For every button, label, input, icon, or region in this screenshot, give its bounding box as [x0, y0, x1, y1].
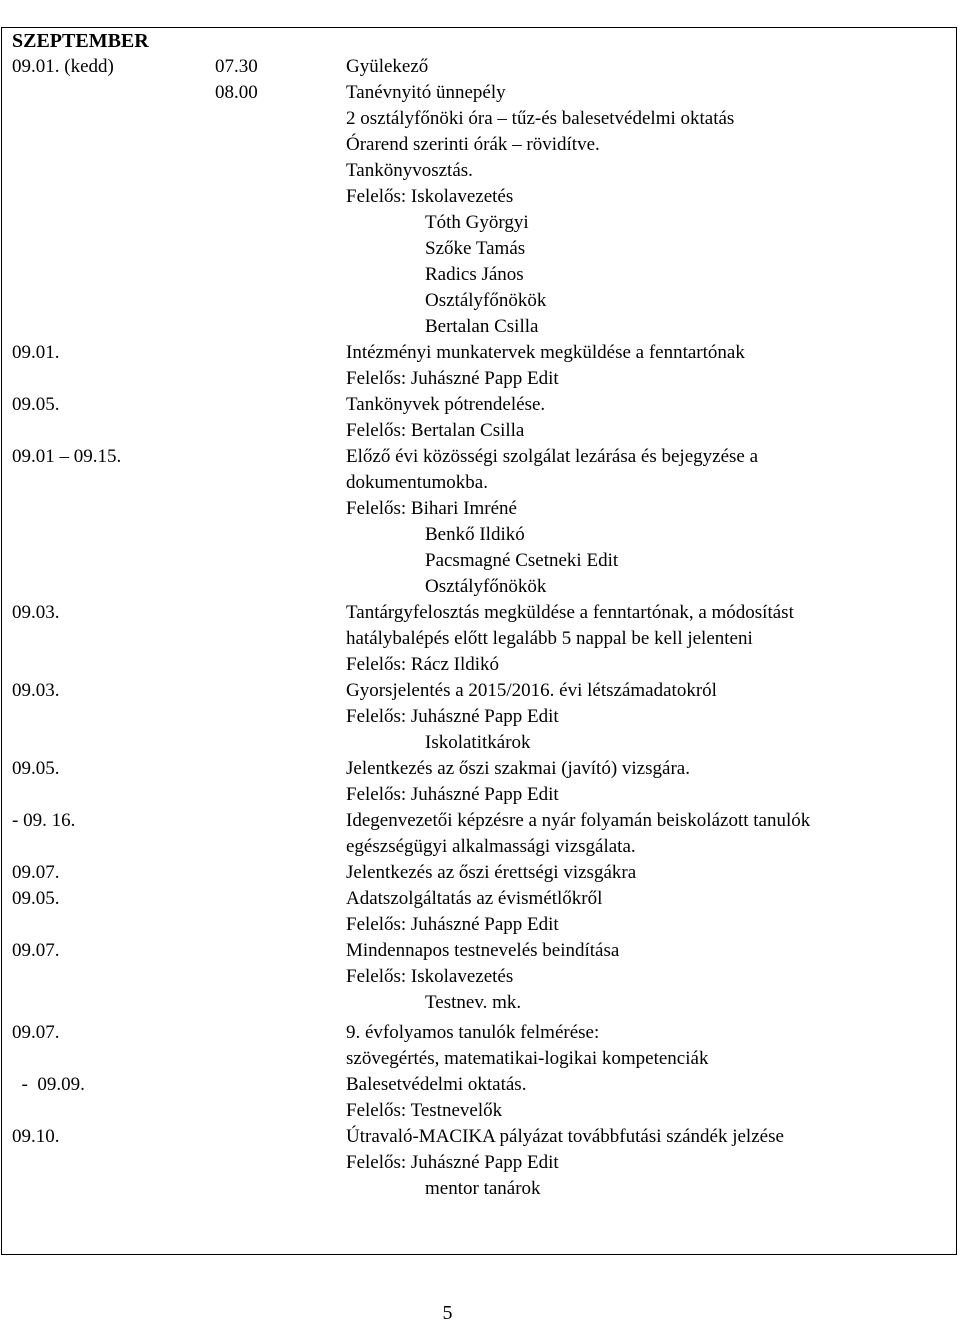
content-line: Testnev. mk.: [425, 992, 522, 1013]
row-content: [346, 444, 946, 600]
row-date: 09.10.: [12, 1126, 60, 1147]
content-line: Mindennapos testnevelés beindítása: [346, 940, 620, 961]
content-line: Radics János: [425, 264, 524, 285]
content-line: hatálybalépés előtt legalább 5 nappal be kell jelenteni: [346, 628, 753, 649]
content-line: mentor tanárok: [425, 1178, 541, 1199]
row-date: 09.05.: [12, 758, 60, 779]
time-line: 07.30: [215, 56, 258, 77]
month-heading: SZEPTEMBER: [12, 30, 149, 52]
content-line: Felelős: Bertalan Csilla: [346, 420, 525, 441]
content-line: Jelentkezés az őszi érettségi vizsgákra: [346, 862, 637, 883]
content-line: Tankönyvek pótrendelése.: [346, 394, 546, 415]
page-number: 5: [442, 1302, 453, 1324]
row-date: - 09. 16.: [12, 810, 76, 831]
content-line: Idegenvezetői képzésre a nyár folyamán beiskolázott tanulók: [346, 810, 811, 831]
row-content: [346, 808, 946, 860]
content-line: Tóth Györgyi: [425, 212, 529, 233]
content-line: Felelős: Rácz Ildikó: [346, 654, 500, 675]
content-line: Felelős: Iskolavezetés: [346, 186, 514, 207]
row-date: 09.07.: [12, 940, 60, 961]
row-date: 09.07.: [12, 1022, 60, 1043]
row-content: [346, 1124, 946, 1202]
content-line: Felelős: Juhászné Papp Edit: [346, 1152, 559, 1173]
content-line: Órarend szerinti órák – rövidítve.: [346, 134, 600, 155]
row-date: 09.03.: [12, 680, 60, 701]
row-content: [346, 1072, 946, 1124]
content-line: Felelős: Testnevelők: [346, 1100, 503, 1121]
row-content: [346, 860, 946, 886]
content-line: Adatszolgáltatás az évismétlőkről: [346, 888, 603, 909]
content-line: Balesetvédelmi oktatás.: [346, 1074, 527, 1095]
content-line: Osztályfőnökök: [425, 576, 547, 597]
row-content: [346, 340, 946, 392]
content-line: Gyorsjelentés a 2015/2016. évi létszámadatokról: [346, 680, 717, 701]
content-line: Tanévnyitó ünnepély: [346, 82, 506, 103]
content-line: Szőke Tamás: [425, 238, 526, 259]
content-line: Felelős: Juhászné Papp Edit: [346, 914, 559, 935]
row-date: 09.05.: [12, 394, 60, 415]
content-line: Tankönyvosztás.: [346, 160, 473, 181]
row-content: [346, 756, 946, 808]
row-content: [346, 938, 946, 1016]
row-date: 09.03.: [12, 602, 60, 623]
row-date: 09.01.: [12, 342, 60, 363]
row-content: [346, 886, 946, 938]
content-line: Előző évi közösségi szolgálat lezárása és bejegyzése a: [346, 446, 759, 467]
content-line: dokumentumokba.: [346, 472, 488, 493]
content-line: szövegértés, matematikai-logikai kompetenciák: [346, 1048, 709, 1069]
content-line: Iskolatitkárok: [425, 732, 531, 753]
row-content: [346, 1020, 946, 1072]
content-line: Gyülekező: [346, 56, 429, 77]
row-content: [346, 392, 946, 444]
content-line: Pacsmagné Csetneki Edit: [425, 550, 619, 571]
content-line: 2 osztályfőnöki óra – tűz-és balesetvédelmi oktatás: [346, 108, 735, 129]
content-line: Bertalan Csilla: [425, 316, 539, 337]
row-date: 09.07.: [12, 862, 60, 883]
content-line: Felelős: Juhászné Papp Edit: [346, 784, 559, 805]
content-line: Felelős: Iskolavezetés: [346, 966, 514, 987]
content-line: Felelős: Juhászné Papp Edit: [346, 368, 559, 389]
row-date: 09.01 – 09.15.: [12, 446, 122, 467]
content-line: Osztályfőnökök: [425, 290, 547, 311]
row-date: 09.05.: [12, 888, 60, 909]
row-date: - 09.09.: [12, 1074, 85, 1095]
content-line: Intézményi munkatervek megküldése a fenntartónak: [346, 342, 745, 363]
row-times: [215, 54, 258, 106]
time-line: 08.00: [215, 82, 258, 103]
content-line: Útravaló-MACIKA pályázat továbbfutási szándék jelzése: [346, 1126, 784, 1147]
content-line: 9. évfolyamos tanulók felmérése:: [346, 1022, 600, 1043]
content-line: Felelős: Juhászné Papp Edit: [346, 706, 559, 727]
content-line: Benkő Ildikó: [425, 524, 525, 545]
row-content: [346, 600, 946, 678]
content-line: Jelentkezés az őszi szakmai (javító) vizsgára.: [346, 758, 690, 779]
content-line: egészségügyi alkalmassági vizsgálata.: [346, 836, 636, 857]
row-content: [346, 678, 946, 756]
content-line: Felelős: Bihari Imréné: [346, 498, 517, 519]
row-content: [346, 54, 946, 340]
row-date: 09.01. (kedd): [12, 56, 114, 77]
content-line: Tantárgyfelosztás megküldése a fenntartónak, a módosítást: [346, 602, 794, 623]
